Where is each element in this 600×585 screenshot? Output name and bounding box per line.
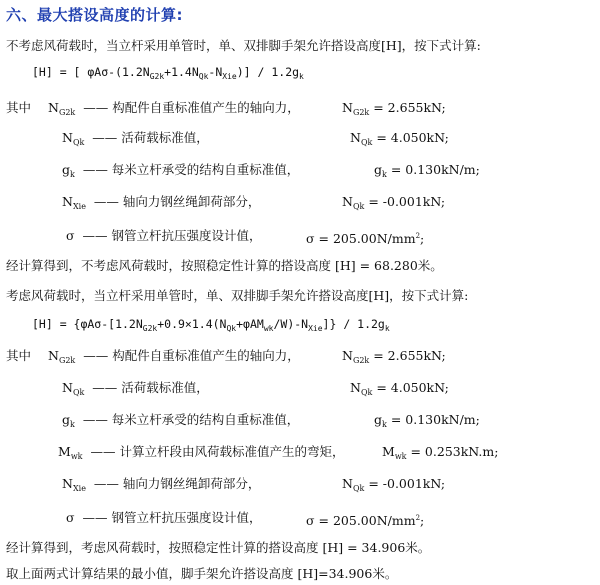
def-row: $g_k$ —— 每米立杆承受的结构自重标准值， xyxy=(62,162,300,179)
def-value: $N_{G2k} = 2.655kN$; xyxy=(342,100,446,117)
def-value: $N_{Qk} = 4.050kN$; xyxy=(350,380,449,397)
result-no-wind: 经计算得到，不考虑风荷载时，按照稳定性计算的搭设高度 [H] = 68.280米。 xyxy=(6,258,443,273)
final-conclusion: 取上面两式计算结果的最小值，脚手架允许搭设高度 [H]=34.906米。 xyxy=(6,566,398,581)
def-row: $N_{G2k}$ —— 构配件自重标准值产生的轴向力， xyxy=(48,100,300,117)
def-row: $N_{Xie}$ —— 轴向力钢丝绳卸荷部分， xyxy=(62,476,261,493)
def-row: $N_{Xie}$ —— 轴向力钢丝绳卸荷部分， xyxy=(62,194,261,211)
def-row: $N_{G2k}$ —— 构配件自重标准值产生的轴向力， xyxy=(48,348,300,365)
def-value: $N_{Qk} = -0.001kN$; xyxy=(342,194,446,211)
def-row: 其中 xyxy=(6,348,32,363)
formula-no-wind: [H] = [ φAσ-$(1.2N_{G2k}+1.4N_{Qk}-N_{Xie})] / 1.2g_k$ xyxy=(32,65,304,81)
def-value: $\sigma = 205.00N/mm^2$; xyxy=(306,231,425,246)
def-value: $g_k = 0.130kN/m$; xyxy=(374,412,480,429)
def-row: $g_k$ —— 每米立杆承受的结构自重标准值， xyxy=(62,412,300,429)
def-value: $N_{G2k} = 2.655kN$; xyxy=(342,348,446,365)
paragraph-with-wind: 考虑风荷载时，当立杆采用单管时，单、双排脚手架允许搭设高度[H]，按下式计算: xyxy=(6,288,469,303)
formula-with-wind: $[H] = \{\varphi A\sigma-[1.2N_{G2k}+0.9\times 1.4(N_{Qk}+\varphi AM_{wk}/W)-N_{Xie}]\} / 1.2g_k$ xyxy=(32,317,390,333)
def-row: σ —— 钢管立杆抗压强度设计值， xyxy=(66,228,262,243)
def-row: $N_{Qk}$ —— 活荷载标准值， xyxy=(62,130,209,147)
def-row: $N_{Qk}$ —— 活荷载标准值， xyxy=(62,380,209,397)
section-heading: 六、最大搭设高度的计算: xyxy=(6,6,183,24)
def-value: $N_{Qk} = 4.050kN$; xyxy=(350,130,449,147)
def-value: $N_{Qk} = -0.001kN$; xyxy=(342,476,446,493)
result-with-wind: 经计算得到，考虑风荷载时，按照稳定性计算的搭设高度 [H] = 34.906米。 xyxy=(6,540,431,555)
paragraph-no-wind: 不考虑风荷载时，当立杆采用单管时，单、双排脚手架允许搭设高度[H]，按下式计算: xyxy=(6,38,481,53)
def-value: $\sigma = 205.00N/mm^2$; xyxy=(306,513,425,528)
def-row: σ —— 钢管立杆抗压强度设计值， xyxy=(66,510,262,525)
def-row: $M_{wk}$ —— 计算立杆段由风荷载标准值产生的弯矩， xyxy=(58,444,345,461)
def-row: 其中 xyxy=(6,100,32,115)
def-value: $g_k = 0.130kN/m$; xyxy=(374,162,480,179)
def-value: $M_{wk} = 0.253kN.m$; xyxy=(382,444,499,461)
